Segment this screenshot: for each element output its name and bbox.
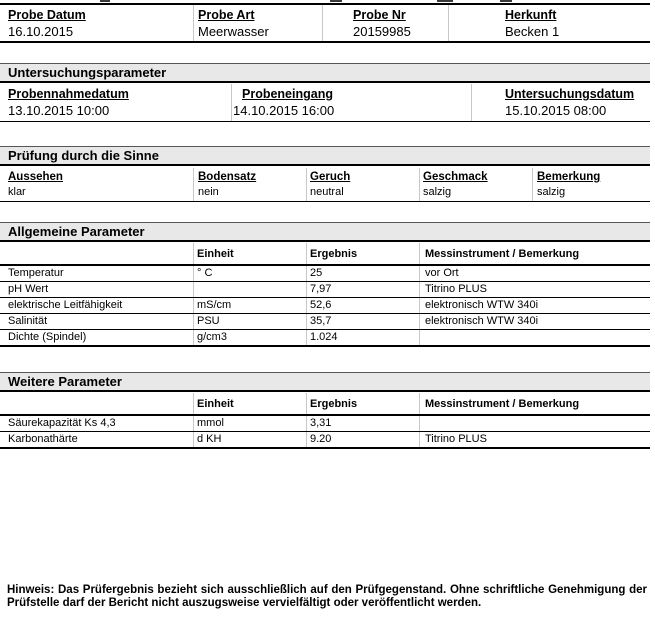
parameter-einheit: ° C — [197, 267, 213, 279]
parameter-instrument: Titrino PLUS — [425, 433, 487, 445]
table-row — [0, 298, 650, 314]
allgemeine-parameter-table — [0, 243, 650, 347]
weitere-column-header-row — [0, 393, 650, 416]
parameter-name: Säurekapazität Ks 4,3 — [8, 417, 116, 429]
probe-art-header: Probe Art — [198, 8, 255, 22]
geruch-value: neutral — [310, 186, 344, 198]
probennahmedatum-value: 13.10.2015 10:00 — [8, 103, 110, 118]
probe-datum-header: Probe Datum — [8, 8, 86, 22]
untersuchung-value-row — [0, 102, 650, 121]
untersuchungsdatum-value: 15.10.2015 08:00 — [505, 103, 607, 118]
parameter-ergebnis: 7,97 — [310, 283, 332, 295]
footer-line-2: Prüfstelle darf der Bericht nicht auszugsweise vervielfältigt oder veröffentlicht werden. — [7, 597, 482, 609]
parameter-ergebnis: 52,6 — [310, 299, 332, 311]
parameter-einheit: g/cm3 — [197, 331, 227, 343]
einheit-column-header: Einheit — [197, 398, 234, 410]
ergebnis-column-header: Ergebnis — [310, 248, 358, 260]
section-header-sinne — [0, 146, 650, 166]
sinne-header-row — [0, 168, 650, 185]
aussehen-header: Aussehen — [8, 171, 63, 183]
bemerkung-value: salzig — [537, 186, 566, 198]
probeneingang-value: 14.10.2015 16:00 — [233, 103, 335, 118]
aussehen-value: klar — [8, 186, 26, 198]
untersuchung-header-row — [0, 84, 650, 102]
table-row — [0, 416, 650, 432]
parameter-instrument: Titrino PLUS — [425, 283, 487, 295]
parameter-instrument: elektronisch WTW 340i — [425, 299, 539, 311]
parameter-name: Temperatur — [8, 267, 64, 279]
parameter-einheit: d KH — [197, 433, 222, 445]
parameter-instrument: vor Ort — [425, 267, 459, 279]
bodensatz-value: nein — [198, 186, 219, 198]
sinne-table — [0, 168, 650, 202]
text-remnant — [330, 0, 342, 2]
table-row — [0, 282, 650, 298]
probennahmedatum-header: Probennahmedatum — [8, 87, 129, 101]
sample-info-value-row — [0, 24, 650, 41]
text-remnant — [437, 0, 453, 2]
ergebnis-column-header: Ergebnis — [310, 398, 358, 410]
section-header-weitere-parameter — [0, 372, 650, 392]
parameter-einheit: mmol — [197, 417, 224, 429]
weitere-parameter-table — [0, 393, 650, 449]
parameter-name: Karbonathärte — [8, 433, 78, 445]
parameter-name: Salinität — [8, 315, 48, 327]
parameter-ergebnis: 9.20 — [310, 433, 332, 445]
section-title: Untersuchungsparameter — [8, 65, 167, 80]
section-title: Allgemeine Parameter — [8, 224, 145, 239]
herkunft-header: Herkunft — [505, 8, 557, 22]
table-row — [0, 330, 650, 347]
probe-art-value: Meerwasser — [198, 24, 269, 39]
sample-info-table — [0, 3, 650, 43]
section-header-allgemeine-parameter — [0, 222, 650, 242]
parameter-ergebnis: 3,31 — [310, 417, 332, 429]
table-row — [0, 432, 650, 449]
parameter-name: pH Wert — [8, 283, 49, 295]
footer-line-1: Hinweis: Das Prüfergebnis bezieht sich ausschließlich auf den Prüfgegenstand. Ohne schriftliche Genehmigung der — [7, 584, 647, 596]
allgemeine-column-header-row — [0, 243, 650, 266]
table-row — [0, 266, 650, 282]
untersuchungsdatum-header: Untersuchungsdatum — [505, 87, 635, 101]
parameter-ergebnis: 35,7 — [310, 315, 332, 327]
parameter-ergebnis: 1.024 — [310, 331, 338, 343]
untersuchungsparameter-table — [0, 84, 650, 122]
geruch-header: Geruch — [310, 171, 351, 183]
parameter-name: elektrische Leitfähigkeit — [8, 299, 123, 311]
section-title: Weitere Parameter — [8, 374, 122, 389]
section-header-untersuchungsparameter — [0, 63, 650, 83]
geschmack-header: Geschmack — [423, 171, 488, 183]
text-remnant — [100, 0, 110, 2]
parameter-instrument: elektronisch WTW 340i — [425, 315, 539, 327]
herkunft-value: Becken 1 — [505, 24, 560, 39]
messinstrument-column-header: Messinstrument / Bemerkung — [425, 248, 580, 260]
bodensatz-header: Bodensatz — [198, 171, 257, 183]
parameter-einheit: PSU — [197, 315, 220, 327]
table-row — [0, 314, 650, 330]
probeneingang-header: Probeneingang — [242, 87, 333, 101]
geschmack-value: salzig — [423, 186, 452, 198]
sinne-value-row — [0, 185, 650, 201]
probe-nr-value: 20159985 — [353, 24, 411, 39]
bemerkung-header: Bemerkung — [537, 171, 601, 183]
parameter-name: Dichte (Spindel) — [8, 331, 87, 343]
probe-datum-value: 16.10.2015 — [8, 24, 74, 39]
weitere-rows — [0, 416, 650, 449]
allgemeine-rows — [0, 266, 650, 347]
footer-hinweis — [7, 584, 647, 610]
einheit-column-header: Einheit — [197, 248, 234, 260]
sample-info-header-row — [0, 5, 650, 24]
section-title: Prüfung durch die Sinne — [8, 148, 159, 163]
parameter-ergebnis: 25 — [310, 267, 323, 279]
messinstrument-column-header: Messinstrument / Bemerkung — [425, 398, 580, 410]
probe-nr-header: Probe Nr — [353, 8, 406, 22]
text-remnant — [500, 0, 512, 2]
parameter-einheit: mS/cm — [197, 299, 232, 311]
